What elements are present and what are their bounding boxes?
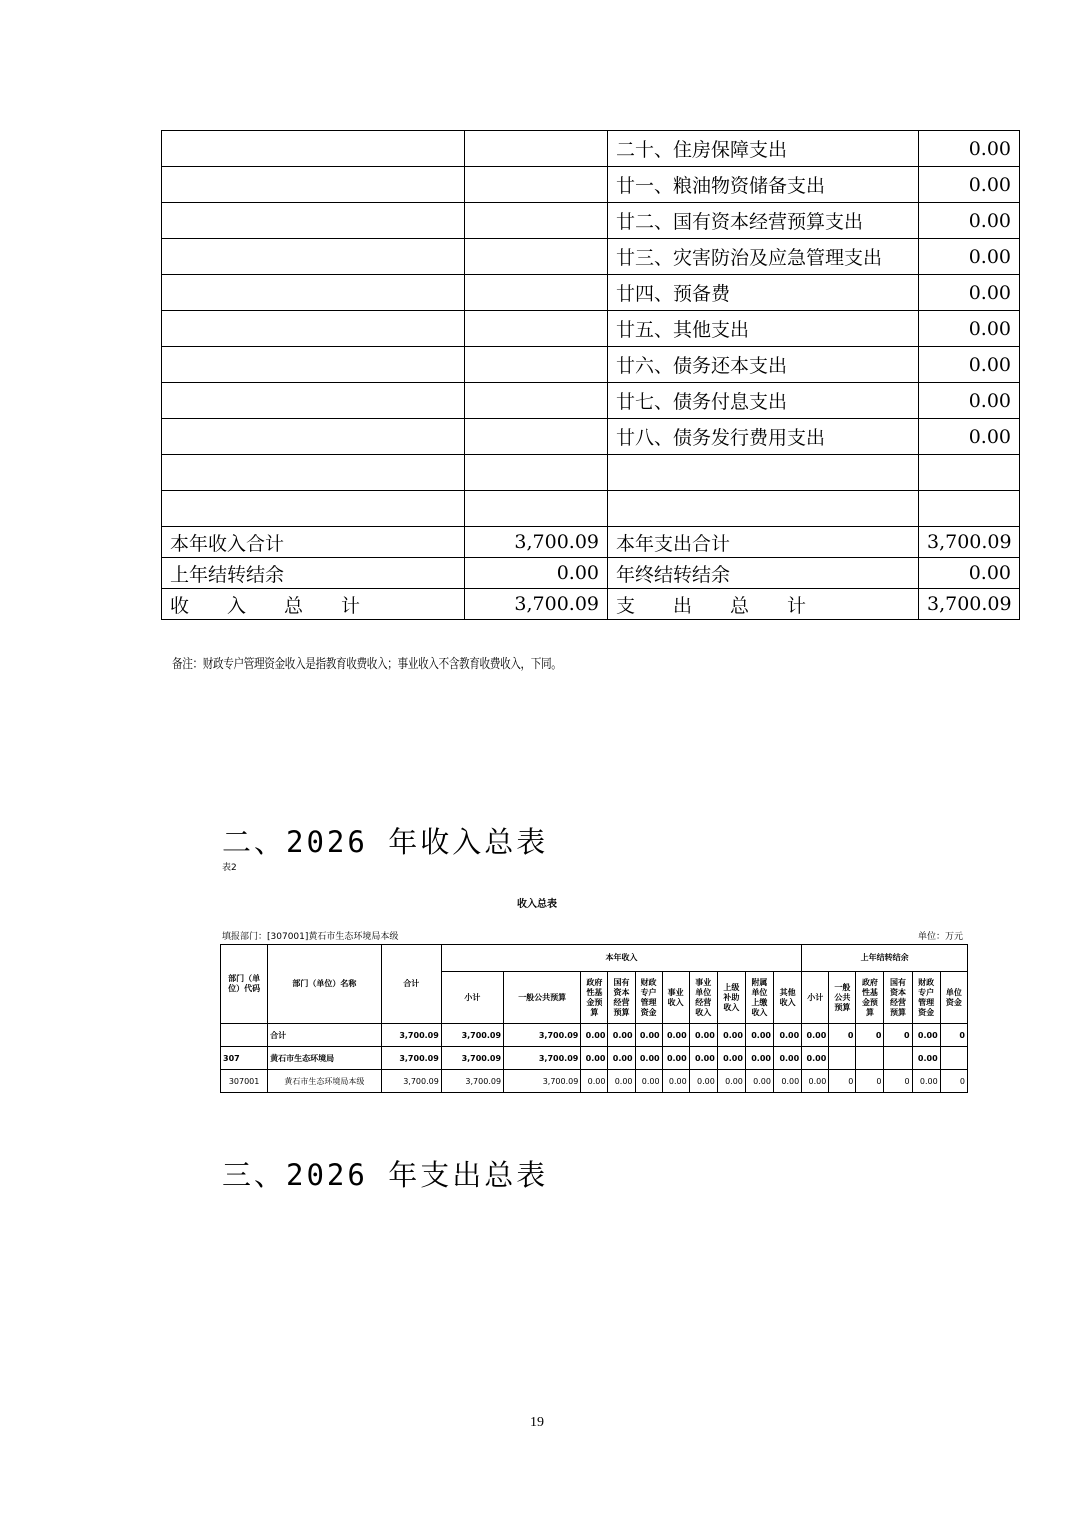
header-total: 合计 xyxy=(381,945,441,1024)
budget-summary-table-continued xyxy=(161,130,1020,620)
header-current-col: 政府性基金预算 xyxy=(581,972,608,1024)
row-cell: 0.00 xyxy=(635,1024,662,1047)
row-cell: 0.00 xyxy=(802,1024,829,1047)
row-cell: 0.00 xyxy=(689,1047,717,1070)
row-cell: 0.00 xyxy=(912,1047,940,1070)
expense-item-label: 廿四、预备费 xyxy=(608,275,919,311)
income-value-cell xyxy=(465,131,608,167)
header-carry-col: 政府性基金预算 xyxy=(856,972,884,1024)
income-total-value: 3,700.09 xyxy=(465,527,608,558)
expense-total-value: 0.00 xyxy=(919,558,1020,589)
table-row xyxy=(162,167,1020,203)
empty-cell xyxy=(162,455,465,491)
header-current-col: 其他收入 xyxy=(773,972,801,1024)
row-cell: 0.00 xyxy=(773,1024,801,1047)
row-cell xyxy=(884,1047,912,1070)
table-row xyxy=(221,1024,968,1047)
total-row xyxy=(162,558,1020,589)
table-row xyxy=(162,383,1020,419)
income-grand-total-value: 3,700.09 xyxy=(465,589,608,620)
header-name: 部门（单位）名称 xyxy=(268,945,381,1024)
row-code: 307001 xyxy=(221,1070,268,1093)
empty-cell xyxy=(919,455,1020,491)
row-cell: 3,700.09 xyxy=(441,1024,503,1047)
income-value-cell xyxy=(465,311,608,347)
expense-item-value: 0.00 xyxy=(919,239,1020,275)
row-cell: 0 xyxy=(940,1070,967,1093)
header-carryover: 上年结转结余 xyxy=(802,945,968,972)
header-carry-col: 小计 xyxy=(802,972,829,1024)
income-total-label: 上年结转结余 xyxy=(162,558,465,589)
row-code xyxy=(221,1024,268,1047)
table-note: 备注：财政专户管理资金收入是指教育收费收入；事业收入不含教育收费收入，下同。 xyxy=(172,656,562,671)
label-char: 计 xyxy=(340,594,360,617)
income-value-cell xyxy=(465,383,608,419)
income-item-cell xyxy=(162,203,465,239)
table-caption: 收入总表 xyxy=(517,899,557,910)
table-row xyxy=(162,239,1020,275)
income-item-cell xyxy=(162,167,465,203)
row-cell: 0.00 xyxy=(717,1024,745,1047)
income-total-label: 本年收入合计 xyxy=(162,527,465,558)
label-char: 计 xyxy=(786,594,806,617)
row-cell: 3,700.09 xyxy=(441,1070,503,1093)
header-carry-col: 一般公共预算 xyxy=(829,972,856,1024)
income-value-cell xyxy=(465,275,608,311)
row-cell xyxy=(829,1047,856,1070)
section-2-title: 二、2026 年收入总表 xyxy=(222,825,549,859)
table-row xyxy=(162,275,1020,311)
row-total: 3,700.09 xyxy=(381,1047,441,1070)
row-cell: 0 xyxy=(884,1070,912,1093)
income-item-cell xyxy=(162,311,465,347)
row-cell xyxy=(940,1047,967,1070)
label-char: 支 xyxy=(616,594,636,617)
expense-total-label: 年终结转结余 xyxy=(608,558,919,589)
row-cell: 0.00 xyxy=(662,1024,689,1047)
expense-item-label: 廿七、债务付息支出 xyxy=(608,383,919,419)
row-cell: 0.00 xyxy=(802,1070,829,1093)
table-row xyxy=(162,131,1020,167)
row-cell: 0.00 xyxy=(717,1070,745,1093)
row-cell: 0.00 xyxy=(717,1047,745,1070)
expense-grand-total-label xyxy=(608,589,919,620)
header-current-year: 本年收入 xyxy=(441,945,801,972)
unit-label: 单位：万元 xyxy=(918,932,964,942)
header-carry-col: 单位资金 xyxy=(940,972,967,1024)
row-cell: 0.00 xyxy=(581,1024,608,1047)
row-name: 黄石市生态环境局本级 xyxy=(268,1070,381,1093)
row-total: 3,700.09 xyxy=(381,1070,441,1093)
income-item-cell xyxy=(162,347,465,383)
income-grand-total-label xyxy=(162,589,465,620)
income-item-cell xyxy=(162,275,465,311)
empty-row xyxy=(162,491,1020,527)
header-carry-col: 财政专户管理资金 xyxy=(912,972,940,1024)
income-value-cell xyxy=(465,347,608,383)
empty-cell xyxy=(608,455,919,491)
section-3-title: 三、2026 年支出总表 xyxy=(222,1158,549,1192)
expense-item-label: 廿八、债务发行费用支出 xyxy=(608,419,919,455)
income-summary-table xyxy=(220,944,968,1093)
header-current-col: 小计 xyxy=(441,972,503,1024)
row-cell: 0.00 xyxy=(581,1047,608,1070)
income-item-cell xyxy=(162,131,465,167)
empty-cell xyxy=(162,491,465,527)
row-name: 黄石市生态环境局 xyxy=(268,1047,381,1070)
header-current-col: 事业收入 xyxy=(662,972,689,1024)
empty-cell xyxy=(919,491,1020,527)
expense-total-label: 本年支出合计 xyxy=(608,527,919,558)
expense-item-value: 0.00 xyxy=(919,419,1020,455)
row-cell: 0.00 xyxy=(689,1024,717,1047)
income-item-cell xyxy=(162,383,465,419)
table-row xyxy=(162,419,1020,455)
income-value-cell xyxy=(465,203,608,239)
expense-item-value: 0.00 xyxy=(919,311,1020,347)
label-char: 总 xyxy=(283,594,303,617)
table-row xyxy=(221,1047,968,1070)
expense-item-value: 0.00 xyxy=(919,347,1020,383)
page-number: 19 xyxy=(530,1415,544,1430)
table-number: 表2 xyxy=(222,863,237,873)
expense-item-label: 二十、住房保障支出 xyxy=(608,131,919,167)
income-value-cell xyxy=(465,239,608,275)
row-cell: 3,700.09 xyxy=(504,1070,581,1093)
grand-total-row xyxy=(162,589,1020,620)
row-cell: 0.00 xyxy=(773,1070,801,1093)
expense-item-label: 廿一、粮油物资储备支出 xyxy=(608,167,919,203)
row-code: 307 xyxy=(221,1047,268,1070)
row-name: 合计 xyxy=(268,1024,381,1047)
expense-item-value: 0.00 xyxy=(919,131,1020,167)
label-char: 入 xyxy=(226,594,246,617)
row-cell: 0 xyxy=(884,1024,912,1047)
expense-item-label: 廿六、债务还本支出 xyxy=(608,347,919,383)
row-cell: 0.00 xyxy=(662,1070,689,1093)
row-cell: 0.00 xyxy=(745,1070,773,1093)
row-cell: 0.00 xyxy=(635,1047,662,1070)
row-cell: 3,700.09 xyxy=(504,1024,581,1047)
row-total: 3,700.09 xyxy=(381,1024,441,1047)
row-cell: 3,700.09 xyxy=(504,1047,581,1070)
expense-item-label: 廿二、国有资本经营预算支出 xyxy=(608,203,919,239)
empty-cell xyxy=(608,491,919,527)
row-cell: 0.00 xyxy=(912,1024,940,1047)
empty-cell xyxy=(465,455,608,491)
row-cell: 0 xyxy=(856,1024,884,1047)
header-current-col: 国有资本经营预算 xyxy=(608,972,635,1024)
row-cell: 0.00 xyxy=(608,1047,635,1070)
empty-row xyxy=(162,455,1020,491)
label-char: 出 xyxy=(672,594,692,617)
row-cell: 3,700.09 xyxy=(441,1047,503,1070)
row-cell: 0.00 xyxy=(581,1070,608,1093)
row-cell: 0.00 xyxy=(608,1024,635,1047)
row-cell: 0 xyxy=(829,1070,856,1093)
income-total-value: 0.00 xyxy=(465,558,608,589)
row-cell: 0.00 xyxy=(912,1070,940,1093)
header-current-col: 一般公共预算 xyxy=(504,972,581,1024)
expense-item-label: 廿五、其他支出 xyxy=(608,311,919,347)
header-current-col: 财政专户管理资金 xyxy=(635,972,662,1024)
table-row xyxy=(221,1070,968,1093)
empty-cell xyxy=(465,491,608,527)
label-char: 总 xyxy=(729,594,749,617)
income-value-cell xyxy=(465,167,608,203)
expense-item-value: 0.00 xyxy=(919,167,1020,203)
row-cell: 0.00 xyxy=(662,1047,689,1070)
row-cell: 0.00 xyxy=(745,1024,773,1047)
table-row xyxy=(162,311,1020,347)
label-char: 收 xyxy=(170,594,190,617)
income-item-cell xyxy=(162,239,465,275)
header-current-col: 上级补助收入 xyxy=(717,972,745,1024)
row-cell: 0 xyxy=(856,1070,884,1093)
row-cell: 0.00 xyxy=(608,1070,635,1093)
expense-item-label: 廿三、灾害防治及应急管理支出 xyxy=(608,239,919,275)
header-current-col: 事业单位经营收入 xyxy=(689,972,717,1024)
row-cell: 0 xyxy=(940,1024,967,1047)
header-current-col: 附属单位上缴收入 xyxy=(745,972,773,1024)
header-carry-col: 国有资本经营预算 xyxy=(884,972,912,1024)
expense-total-value: 3,700.09 xyxy=(919,527,1020,558)
row-cell: 0.00 xyxy=(635,1070,662,1093)
row-cell: 0.00 xyxy=(689,1070,717,1093)
income-value-cell xyxy=(465,419,608,455)
table-row xyxy=(162,347,1020,383)
expense-item-value: 0.00 xyxy=(919,275,1020,311)
table-row xyxy=(162,203,1020,239)
total-row xyxy=(162,527,1020,558)
row-cell: 0.00 xyxy=(802,1047,829,1070)
income-item-cell xyxy=(162,419,465,455)
reporting-department: 填报部门：[307001]黄石市生态环境局本级 xyxy=(222,932,399,942)
row-cell: 0.00 xyxy=(745,1047,773,1070)
expense-item-value: 0.00 xyxy=(919,383,1020,419)
row-cell: 0.00 xyxy=(773,1047,801,1070)
expense-grand-total-value: 3,700.09 xyxy=(919,589,1020,620)
header-row xyxy=(221,945,968,972)
expense-item-value: 0.00 xyxy=(919,203,1020,239)
row-cell: 0 xyxy=(829,1024,856,1047)
header-code: 部门（单位）代码 xyxy=(221,945,268,1024)
row-cell xyxy=(856,1047,884,1070)
